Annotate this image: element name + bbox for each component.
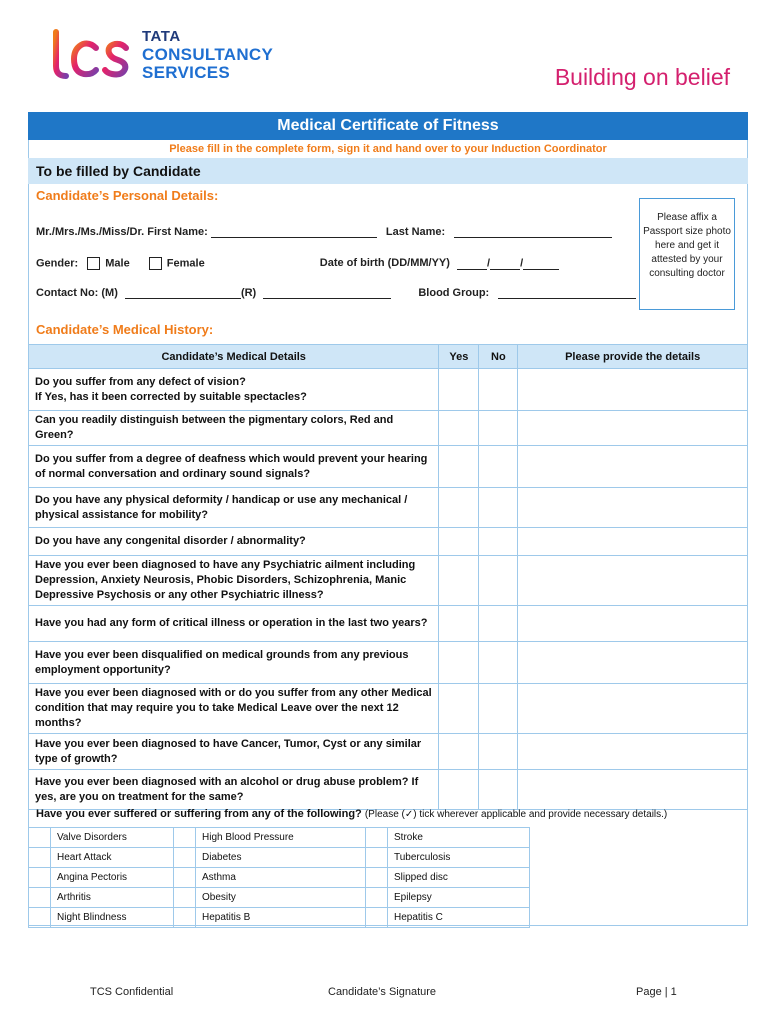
condition-item: Slipped disc (388, 868, 530, 888)
footer-confidential: TCS Confidential (90, 986, 174, 998)
tick-cell[interactable] (174, 828, 196, 848)
male-label: Male (105, 257, 130, 270)
condition-item: Heart Attack (51, 848, 174, 868)
question-cell: Do you suffer from a degree of deafness which would prevent your hearing of normal conversation and ordinary sound signals? (29, 446, 439, 488)
table-row (29, 734, 748, 770)
yes-cell[interactable] (439, 684, 479, 734)
condition-item: Epilepsy (388, 888, 530, 908)
yes-cell[interactable] (439, 446, 479, 488)
female-label: Female (166, 257, 205, 270)
condition-item: Stroke (388, 828, 530, 848)
conditions-question (36, 808, 667, 820)
condition-item: Angina Pectoris (51, 868, 174, 888)
condition-item: Hepatitis C (388, 908, 530, 928)
table-row (29, 488, 748, 528)
condition-item: Diabetes (196, 848, 366, 868)
last-name-field[interactable] (454, 226, 612, 238)
condition-item: Obesity (196, 888, 366, 908)
tick-cell[interactable] (29, 828, 51, 848)
dob-month-field[interactable] (490, 258, 520, 270)
tick-cell[interactable] (29, 908, 51, 928)
question-cell: Have you ever been diagnosed with or do you suffer from any other Medical condition that may require you to take Medical Leave over the next 12 months? (29, 684, 439, 734)
yes-cell[interactable] (439, 606, 479, 642)
gender-label: Gender: (36, 257, 79, 270)
form-instruction: Please fill in the complete form, sign it and hand over to your Induction Coordinator (28, 140, 748, 158)
question-cell: Do you have any physical deformity / handicap or use any mechanical / physical assistance for mobility? (29, 488, 439, 528)
col-header-provide-details: Please provide the details (518, 345, 748, 369)
yes-cell[interactable] (439, 488, 479, 528)
medical-history-heading: Candidate’s Medical History: (36, 322, 214, 337)
yes-cell[interactable] (439, 556, 479, 606)
condition-item: Hepatitis B (196, 908, 366, 928)
footer-page-number: Page | 1 (636, 986, 677, 998)
question-cell: Have you ever been disqualified on medical grounds from any previous employment opportunity? (29, 642, 439, 684)
conditions-row (29, 908, 530, 928)
condition-item: Night Blindness (51, 908, 174, 928)
logo-line-tata: TATA (142, 28, 181, 45)
yes-cell[interactable] (439, 411, 479, 446)
no-cell[interactable] (479, 642, 518, 684)
question-text-followup: If Yes, has it been corrected by suitable spectacles? (35, 390, 307, 403)
tick-cell[interactable] (29, 888, 51, 908)
personal-details-heading: Candidate’s Personal Details: (36, 188, 219, 203)
condition-item: Arthritis (51, 888, 174, 908)
name-row (36, 226, 612, 238)
first-name-label: Mr./Mrs./Ms./Miss/Dr. First Name: (36, 226, 208, 238)
male-checkbox[interactable] (87, 257, 100, 270)
contact-row (36, 287, 636, 299)
details-cell[interactable] (518, 556, 748, 606)
col-header-no: No (479, 345, 518, 369)
no-cell[interactable] (479, 528, 518, 556)
section-heading: To be filled by Candidate (28, 158, 748, 184)
no-cell[interactable] (479, 446, 518, 488)
no-cell[interactable] (479, 411, 518, 446)
no-cell[interactable] (479, 684, 518, 734)
table-row (29, 411, 748, 446)
conditions-note: (Please (✓) tick wherever applicable and provide necessary details.) (364, 809, 668, 820)
question-cell: Have you had any form of critical illness or operation in the last two years? (29, 606, 439, 642)
details-cell[interactable] (518, 446, 748, 488)
tcs-logo-mark-icon (46, 28, 132, 82)
question-cell: Can you readily distinguish between the pigmentary colors, Red and Green? (29, 411, 439, 446)
slogan: Building on belief (554, 64, 730, 90)
yes-cell[interactable] (439, 734, 479, 770)
medical-history-table (28, 344, 748, 810)
tick-cell[interactable] (174, 848, 196, 868)
conditions-row (29, 848, 530, 868)
question-cell: Have you ever been diagnosed to have Cancer, Tumor, Cyst or any similar type of growth? (29, 734, 439, 770)
contact-residence-label: (R) (240, 287, 257, 299)
question-cell: Have you ever been diagnosed to have any Psychiatric ailment including Depression, Anxiety Neurosis, Phobic Disorders, Schizophrenia, Manic Depressive Psychosis or any other Psychiatric illness? (29, 556, 439, 606)
details-cell[interactable] (518, 684, 748, 734)
tick-cell[interactable] (366, 888, 388, 908)
gender-dob-row: Gender: Male Female Date of birth (DD/MM/YY) / / (36, 257, 559, 270)
col-header-details: Candidate’s Medical Details (29, 345, 439, 369)
logo-line-consultancy: CONSULTANCY (142, 45, 274, 64)
details-cell[interactable] (518, 734, 748, 770)
question-cell: Have you ever been diagnosed with an alcohol or drug abuse problem? If yes, are you on treatment for the same? (29, 770, 439, 810)
conditions-row (29, 888, 530, 908)
col-header-yes: Yes (439, 345, 479, 369)
blood-group-label: Blood Group: (418, 287, 490, 299)
tick-cell[interactable] (174, 908, 196, 928)
details-cell[interactable] (518, 369, 748, 411)
photo-box: Please affix a Passport size photo here and get it attested by your consulting doctor (639, 198, 735, 310)
footer-signature-label: Candidate’s Signature (328, 986, 437, 998)
yes-cell[interactable] (439, 642, 479, 684)
conditions-question-text: Have you ever suffered or suffering from any of the following? (36, 808, 362, 820)
blood-group-field[interactable] (498, 287, 636, 299)
tick-cell[interactable] (174, 868, 196, 888)
contact-mobile-label: Contact No: (M) (36, 287, 118, 299)
condition-item: Tuberculosis (388, 848, 530, 868)
contact-mobile-field[interactable] (125, 287, 241, 299)
no-cell[interactable] (479, 488, 518, 528)
dob-day-field[interactable] (457, 258, 487, 270)
details-cell[interactable] (518, 488, 748, 528)
tick-cell[interactable] (366, 848, 388, 868)
table-row (29, 684, 748, 734)
tcs-logo (46, 28, 273, 82)
tick-cell[interactable] (366, 908, 388, 928)
tick-cell[interactable] (366, 868, 388, 888)
first-name-field[interactable] (211, 226, 377, 238)
tick-cell[interactable] (174, 888, 196, 908)
condition-item: Asthma (196, 868, 366, 888)
yes-cell[interactable] (439, 528, 479, 556)
table-row (29, 556, 748, 606)
condition-item: Valve Disorders (51, 828, 174, 848)
condition-item: High Blood Pressure (196, 828, 366, 848)
last-name-label: Last Name: (385, 226, 446, 238)
question-cell: Do you have any congenital disorder / abnormality? (29, 528, 439, 556)
details-cell[interactable] (518, 642, 748, 684)
no-cell[interactable] (479, 734, 518, 770)
yes-cell[interactable] (439, 369, 479, 411)
no-cell[interactable] (479, 556, 518, 606)
table-row (29, 446, 748, 488)
table-row (29, 642, 748, 684)
table-row (29, 369, 748, 411)
details-cell[interactable] (518, 606, 748, 642)
conditions-row (29, 828, 530, 848)
no-cell[interactable] (479, 369, 518, 411)
conditions-table (28, 827, 530, 928)
tick-cell[interactable] (29, 848, 51, 868)
dob-year-field[interactable] (523, 258, 559, 270)
form-title: Medical Certificate of Fitness (28, 112, 748, 140)
no-cell[interactable] (479, 606, 518, 642)
dob-label: Date of birth (DD/MM/YY) (319, 257, 450, 270)
tick-cell[interactable] (366, 828, 388, 848)
table-row (29, 528, 748, 556)
tick-cell[interactable] (29, 868, 51, 888)
details-cell[interactable] (518, 528, 748, 556)
conditions-row (29, 868, 530, 888)
female-checkbox[interactable] (149, 257, 162, 270)
logo-line-services: SERVICES (142, 63, 231, 82)
question-text: Do you suffer from any defect of vision? (35, 375, 246, 388)
table-row (29, 606, 748, 642)
details-cell[interactable] (518, 411, 748, 446)
contact-residence-field[interactable] (263, 287, 391, 299)
question-cell (29, 369, 439, 411)
